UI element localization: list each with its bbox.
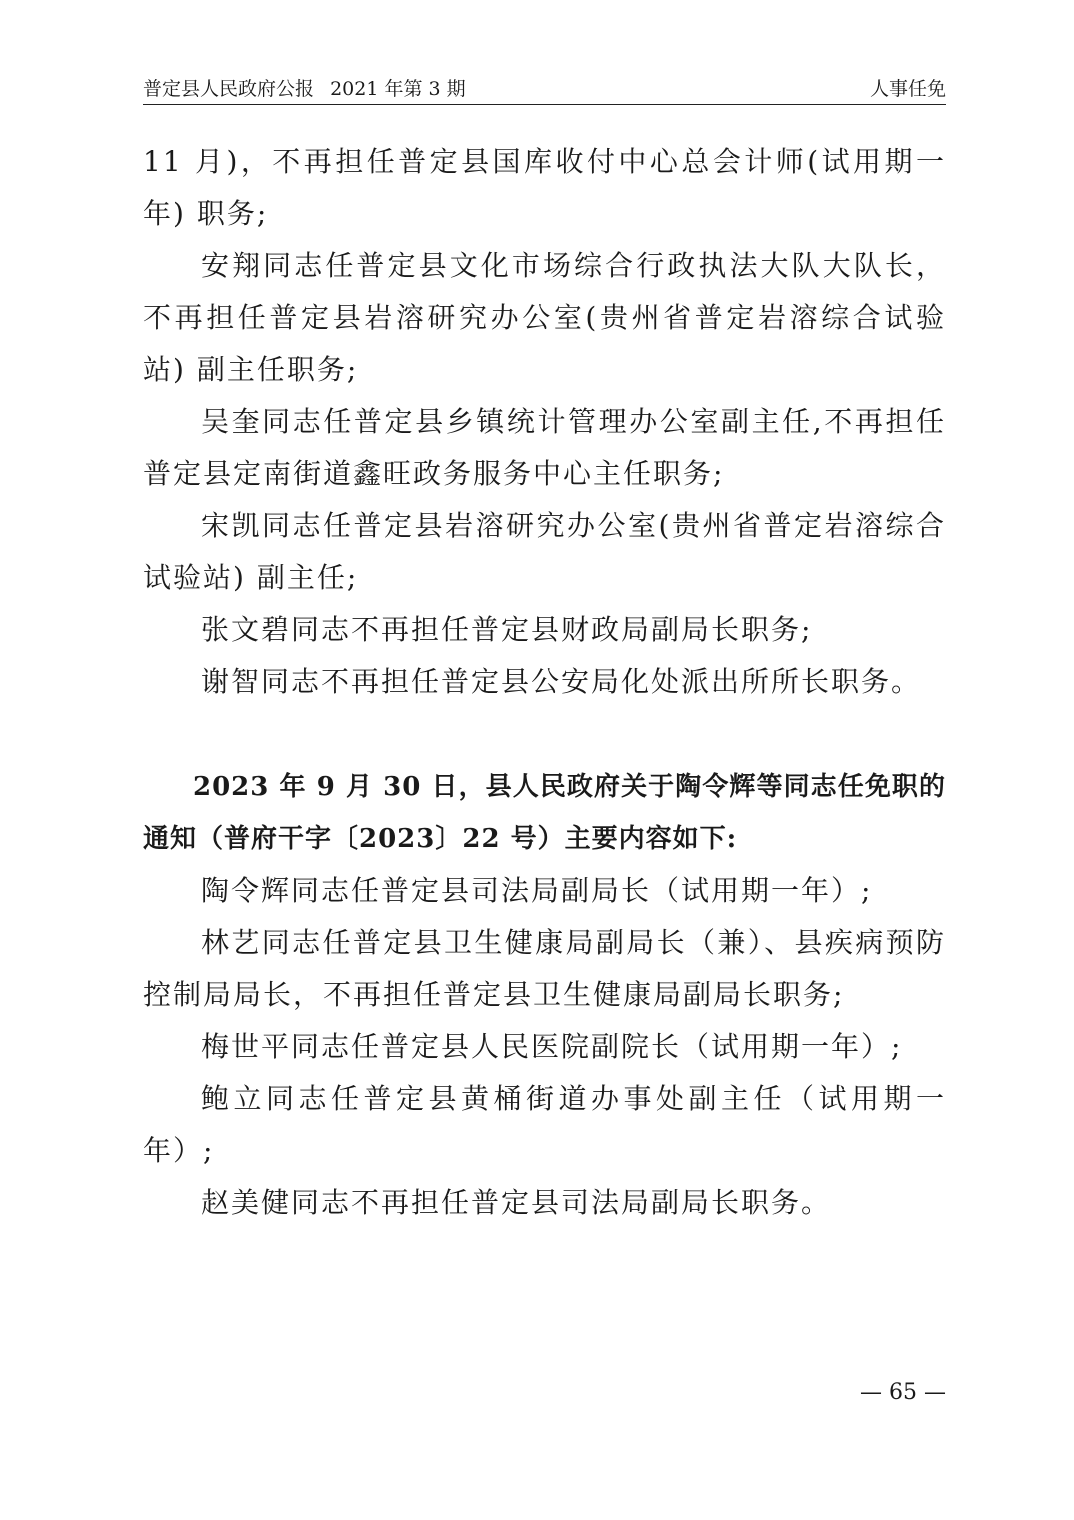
paragraph-appointment: 吴奎同志任普定县乡镇统计管理办公室副主任,不再担任普定县定南街道鑫旺政务服务中心主任职务; [143,405,946,490]
paragraph-dismissal: 赵美健同志不再担任普定县司法局副局长职务。 [201,1186,832,1219]
page-header [143,76,946,105]
header-section: 人事任免 [869,78,946,100]
paragraph-continuation: 11 月)，不再担任普定县国库收付中心总会计师(试用期一年) 职务; [143,145,946,230]
notice-heading: 2023 年 9 月 30 日，县人民政府关于陶令辉等同志任免职的通知（普府干字〔2023〕22 号）主要内容如下: [143,772,946,854]
paragraph-appointment: 安翔同志任普定县文化市场综合行政执法大队大队长，不再担任普定县岩溶研究办公室(贵州省普定岩溶综合试验站) 副主任职务; [143,249,946,386]
paragraph-appointment: 梅世平同志任普定县人民医院副院长（试用期一年）; [201,1030,903,1063]
page-number: — 65 — [860,1380,946,1405]
paragraph-appointment: 林艺同志任普定县卫生健康局副局长（兼）、县疾病预防控制局局长，不再担任普定县卫生健康局副局长职务; [143,926,946,1011]
paragraph-dismissal: 张文碧同志不再担任普定县财政局副局长职务; [201,613,813,646]
document-body [143,136,946,1229]
paragraph-appointment: 宋凯同志任普定县岩溶研究办公室(贵州省普定岩溶综合试验站) 副主任; [143,509,946,594]
header-publication-info [143,76,476,102]
header-publication: 普定县人民政府公报 [143,78,315,100]
header-issue: 2021 年第 3 期 [330,78,466,100]
paragraph-dismissal: 谢智同志不再担任普定县公安局化处派出所所长职务。 [201,665,922,698]
paragraph-appointment: 陶令辉同志任普定县司法局副局长（试用期一年）; [201,874,873,907]
paragraph-appointment: 鲍立同志任普定县黄桶街道办事处副主任（试用期一年）; [143,1082,946,1167]
